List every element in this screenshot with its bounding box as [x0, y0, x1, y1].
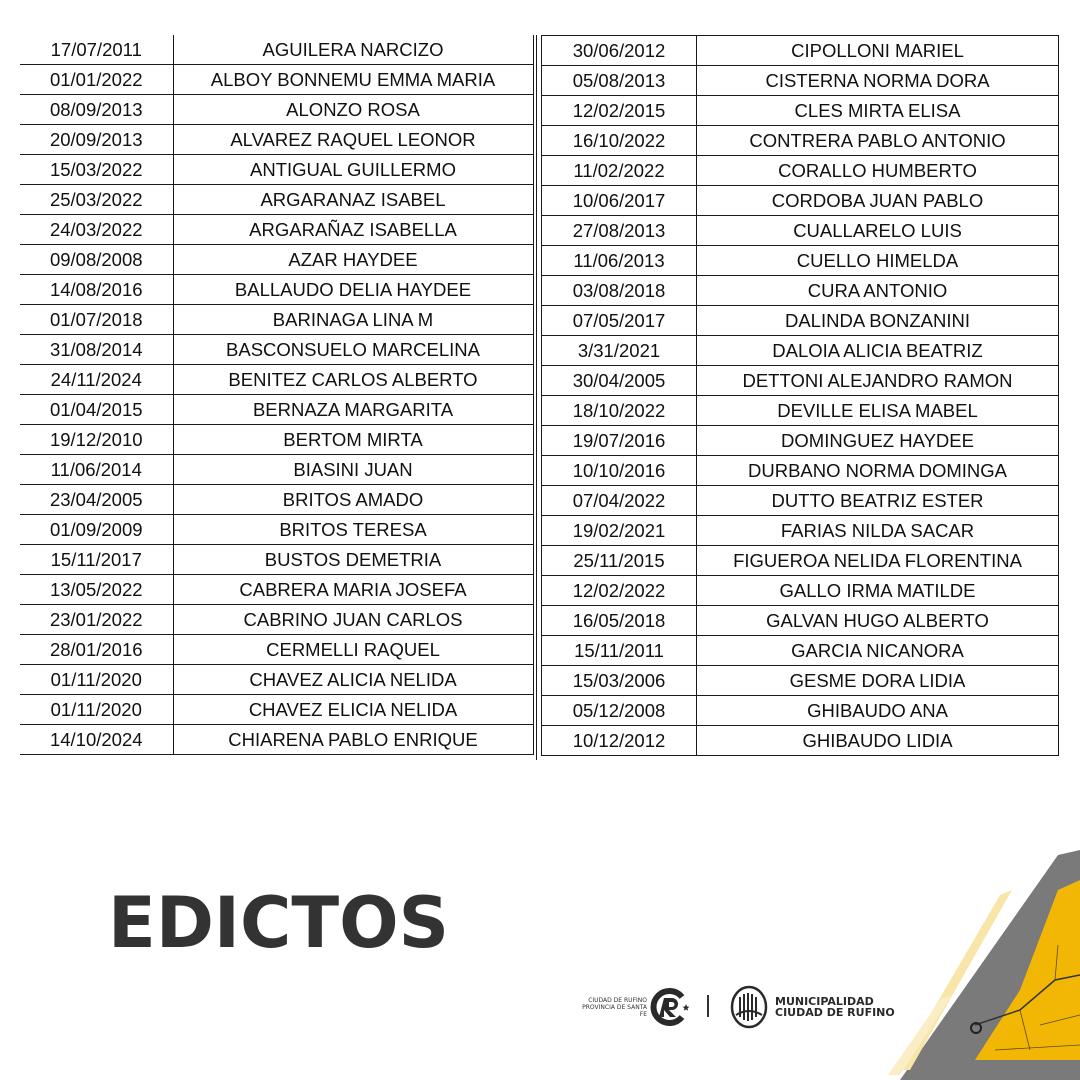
date-cell: 01/11/2020 — [20, 695, 173, 725]
date-cell: 30/04/2005 — [542, 366, 697, 396]
name-cell: CUELLO HIMELDA — [697, 246, 1059, 276]
column-divider — [536, 35, 537, 760]
date-cell: 15/11/2017 — [20, 545, 173, 575]
date-cell: 14/10/2024 — [20, 725, 173, 755]
name-cell: GHIBAUDO ANA — [697, 696, 1059, 726]
name-cell: CISTERNA NORMA DORA — [697, 66, 1059, 96]
name-cell: BENITEZ CARLOS ALBERTO — [173, 365, 533, 395]
name-cell: CHAVEZ ALICIA NELIDA — [173, 665, 533, 695]
table-row — [20, 605, 533, 635]
date-cell: 09/08/2008 — [20, 245, 173, 275]
left-table-container — [20, 35, 534, 755]
date-cell: 07/04/2022 — [542, 486, 697, 516]
date-cell: 10/10/2016 — [542, 456, 697, 486]
name-cell: ARGARAÑAZ ISABELLA — [173, 215, 533, 245]
table-row — [20, 515, 533, 545]
name-cell: CHAVEZ ELICIA NELIDA — [173, 695, 533, 725]
table-row — [542, 66, 1059, 96]
name-cell: FARIAS NILDA SACAR — [697, 516, 1059, 546]
page-title: EDICTOS — [108, 882, 450, 964]
table-row — [542, 726, 1059, 756]
table-row — [20, 485, 533, 515]
name-cell: AZAR HAYDEE — [173, 245, 533, 275]
right-edicts-table — [541, 35, 1059, 756]
date-cell: 01/09/2009 — [20, 515, 173, 545]
date-cell: 27/08/2013 — [542, 216, 697, 246]
date-cell: 31/08/2014 — [20, 335, 173, 365]
name-cell: CABRERA MARIA JOSEFA — [173, 575, 533, 605]
name-cell: CURA ANTONIO — [697, 276, 1059, 306]
table-row — [542, 36, 1059, 66]
table-row — [542, 546, 1059, 576]
table-row — [542, 666, 1059, 696]
date-cell: 20/09/2013 — [20, 125, 173, 155]
name-cell: DALINDA BONZANINI — [697, 306, 1059, 336]
table-row — [20, 575, 533, 605]
table-row — [542, 576, 1059, 606]
name-cell: CLES MIRTA ELISA — [697, 96, 1059, 126]
table-row — [20, 425, 533, 455]
date-cell: 12/02/2022 — [542, 576, 697, 606]
name-cell: DUTTO BEATRIZ ESTER — [697, 486, 1059, 516]
name-cell: GALLO IRMA MATILDE — [697, 576, 1059, 606]
table-row — [20, 125, 533, 155]
name-cell: BALLAUDO DELIA HAYDEE — [173, 275, 533, 305]
name-cell: BRITOS TERESA — [173, 515, 533, 545]
table-row — [20, 245, 533, 275]
name-cell: CHIARENA PABLO ENRIQUE — [173, 725, 533, 755]
table-row — [542, 696, 1059, 726]
table-row — [542, 426, 1059, 456]
left-table-body — [20, 35, 533, 755]
table-row — [20, 545, 533, 575]
date-cell: 24/11/2024 — [20, 365, 173, 395]
name-cell: BERNAZA MARGARITA — [173, 395, 533, 425]
municipality-seal-icon — [727, 985, 771, 1029]
table-row — [20, 155, 533, 185]
right-table-container — [541, 35, 1059, 756]
name-cell: CUALLARELO LUIS — [697, 216, 1059, 246]
date-cell: 3/31/2021 — [542, 336, 697, 366]
name-cell: AGUILERA NARCIZO — [173, 35, 533, 65]
date-cell: 15/03/2006 — [542, 666, 697, 696]
right-table-body — [542, 36, 1059, 756]
date-cell: 19/12/2010 — [20, 425, 173, 455]
table-row — [20, 665, 533, 695]
date-cell: 01/04/2015 — [20, 395, 173, 425]
name-cell: BASCONSUELO MARCELINA — [173, 335, 533, 365]
table-row — [20, 215, 533, 245]
date-cell: 28/01/2016 — [20, 635, 173, 665]
table-row — [20, 305, 533, 335]
date-cell: 16/10/2022 — [542, 126, 697, 156]
name-cell: BARINAGA LINA M — [173, 305, 533, 335]
name-cell: ALVAREZ RAQUEL LEONOR — [173, 125, 533, 155]
date-cell: 11/02/2022 — [542, 156, 697, 186]
date-cell: 11/06/2014 — [20, 455, 173, 485]
name-cell: ANTIGUAL GUILLERMO — [173, 155, 533, 185]
date-cell: 25/11/2015 — [542, 546, 697, 576]
name-cell: BUSTOS DEMETRIA — [173, 545, 533, 575]
date-cell: 11/06/2013 — [542, 246, 697, 276]
table-row — [542, 366, 1059, 396]
name-cell: GHIBAUDO LIDIA — [697, 726, 1059, 756]
table-row — [20, 695, 533, 725]
table-row — [542, 486, 1059, 516]
name-cell: DURBANO NORMA DOMINGA — [697, 456, 1059, 486]
name-cell: GESME DORA LIDIA — [697, 666, 1059, 696]
table-row — [542, 516, 1059, 546]
table-row — [20, 455, 533, 485]
date-cell: 01/01/2022 — [20, 65, 173, 95]
name-cell: DALOIA ALICIA BEATRIZ — [697, 336, 1059, 366]
city-logo-line2: PROVINCIA DE SANTA FE — [582, 1004, 647, 1018]
date-cell: 16/05/2018 — [542, 606, 697, 636]
date-cell: 24/03/2022 — [20, 215, 173, 245]
name-cell: CORALLO HUMBERTO — [697, 156, 1059, 186]
name-cell: CORDOBA JUAN PABLO — [697, 186, 1059, 216]
table-row — [542, 306, 1059, 336]
date-cell: 23/04/2005 — [20, 485, 173, 515]
table-row — [20, 365, 533, 395]
table-row — [542, 606, 1059, 636]
date-cell: 15/03/2022 — [20, 155, 173, 185]
name-cell: BRITOS AMADO — [173, 485, 533, 515]
name-cell: GALVAN HUGO ALBERTO — [697, 606, 1059, 636]
city-r-logo-icon — [650, 987, 690, 1027]
footer-logos — [575, 985, 895, 1030]
table-row — [20, 725, 533, 755]
date-cell: 10/12/2012 — [542, 726, 697, 756]
date-cell: 14/08/2016 — [20, 275, 173, 305]
table-row — [542, 396, 1059, 426]
date-cell: 19/07/2016 — [542, 426, 697, 456]
table-row — [542, 96, 1059, 126]
table-row — [542, 216, 1059, 246]
name-cell: CERMELLI RAQUEL — [173, 635, 533, 665]
date-cell: 23/01/2022 — [20, 605, 173, 635]
municipality-text — [775, 996, 895, 1018]
name-cell: ALONZO ROSA — [173, 95, 533, 125]
name-cell: CABRINO JUAN CARLOS — [173, 605, 533, 635]
name-cell: DEVILLE ELISA MABEL — [697, 396, 1059, 426]
date-cell: 10/06/2017 — [542, 186, 697, 216]
table-row — [542, 276, 1059, 306]
name-cell: GARCIA NICANORA — [697, 636, 1059, 666]
decorative-map-graphic — [880, 850, 1080, 1080]
date-cell: 13/05/2022 — [20, 575, 173, 605]
date-cell: 30/06/2012 — [542, 36, 697, 66]
table-row — [20, 185, 533, 215]
name-cell: BIASINI JUAN — [173, 455, 533, 485]
name-cell: DETTONI ALEJANDRO RAMON — [697, 366, 1059, 396]
name-cell: BERTOM MIRTA — [173, 425, 533, 455]
table-row — [542, 156, 1059, 186]
date-cell: 17/07/2011 — [20, 35, 173, 65]
table-row — [20, 275, 533, 305]
date-cell: 01/11/2020 — [20, 665, 173, 695]
date-cell: 05/12/2008 — [542, 696, 697, 726]
table-row — [20, 635, 533, 665]
table-row — [542, 246, 1059, 276]
municipality-line2: CIUDAD DE RUFINO — [775, 1006, 895, 1019]
name-cell: DOMINGUEZ HAYDEE — [697, 426, 1059, 456]
table-row — [542, 456, 1059, 486]
table-row — [542, 336, 1059, 366]
name-cell: CONTRERA PABLO ANTONIO — [697, 126, 1059, 156]
date-cell: 08/09/2013 — [20, 95, 173, 125]
date-cell: 15/11/2011 — [542, 636, 697, 666]
name-cell: FIGUEROA NELIDA FLORENTINA — [697, 546, 1059, 576]
name-cell: CIPOLLONI MARIEL — [697, 36, 1059, 66]
table-row — [20, 395, 533, 425]
name-cell: ALBOY BONNEMU EMMA MARIA — [173, 65, 533, 95]
city-logo-text — [575, 997, 647, 1018]
date-cell: 05/08/2013 — [542, 66, 697, 96]
date-cell: 01/07/2018 — [20, 305, 173, 335]
date-cell: 12/02/2015 — [542, 96, 697, 126]
date-cell: 19/02/2021 — [542, 516, 697, 546]
table-row — [542, 126, 1059, 156]
date-cell: 03/08/2018 — [542, 276, 697, 306]
table-row — [20, 35, 533, 65]
municipality-line1: MUNICIPALIDAD — [775, 995, 874, 1008]
table-row — [542, 186, 1059, 216]
city-logo-line1: CIUDAD DE RUFINO — [588, 997, 647, 1004]
table-row — [542, 636, 1059, 666]
date-cell: 18/10/2022 — [542, 396, 697, 426]
table-row — [20, 335, 533, 365]
name-cell: ARGARANAZ ISABEL — [173, 185, 533, 215]
logo-divider — [707, 995, 709, 1017]
left-edicts-table — [20, 35, 534, 755]
date-cell: 25/03/2022 — [20, 185, 173, 215]
table-row — [20, 65, 533, 95]
table-row — [20, 95, 533, 125]
date-cell: 07/05/2017 — [542, 306, 697, 336]
